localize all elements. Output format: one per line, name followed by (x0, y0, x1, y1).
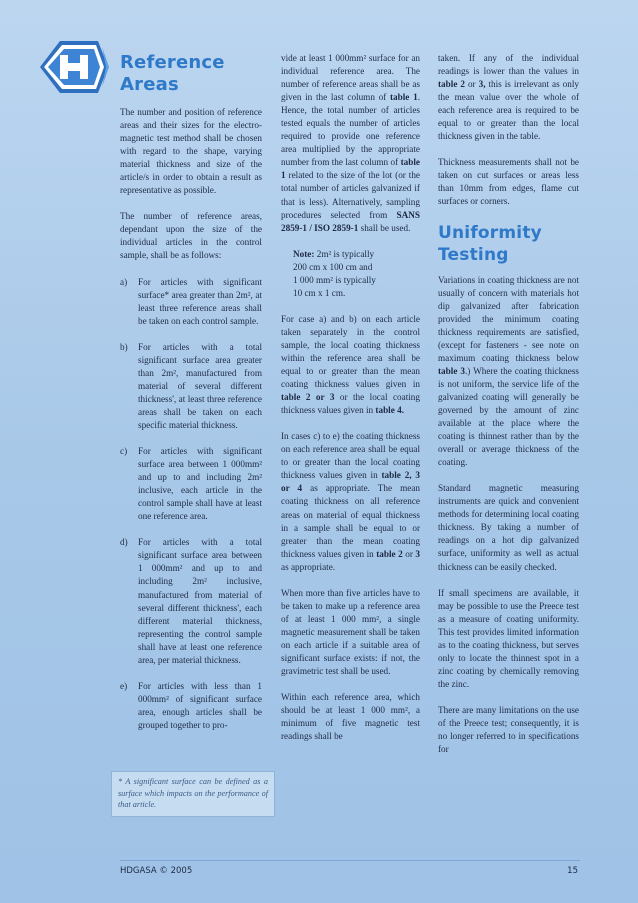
paragraph: For case a) and b) on each article taken separately in the control sample, the local coating thickness within the reference area shall be equal to or greater than the mean coating thickness values given in table 2 or 3 or the local coating thickness values given in table 4. (281, 313, 420, 416)
footer-copyright: HDGASA © 2005 (120, 866, 193, 876)
list-label: c) (120, 446, 128, 457)
paragraph: If small specimens are available, it may be possible to use the Preece test as a measure of coating uniformity. This test provides limited information as to the coating thickness, but serves only to locate the thinnest spot in a zinc coating by chemically removing the zinc. (438, 587, 579, 689)
page-number: 15 (567, 866, 578, 876)
paragraph: The number of reference areas, dependant upon the size of the individual articles in the control sample, shall be as follows: (120, 211, 262, 261)
column-3 (438, 52, 579, 769)
paragraph: vide at least 1 000mm² surface for an individual reference area. The number of reference areas shall be as given in the last column of table 1. Hence, the total number of articles tested equals the number of articles required to provide one reference area multiplied by the appropriate number from the last column of table 1 related to the size of the lot (or the total number of articles galvanized if that is less). Alternatively, sampling procedures selected from SANS 2859-1 / ISO 2859-1 shall be used. (281, 53, 420, 233)
list-text: For articles with a total significant surface area between 1 000mm² and up to and including 2m² inclusive, manufactured from material of several different thickness', each different material thickness, representing the control sample shall have at least one reference area, per material thickness. (138, 537, 262, 665)
list-text: For articles with less than 1 000mm² of significant surface area, enough articles shall be grouped together to pro- (138, 680, 262, 730)
list-label: e) (120, 680, 128, 691)
list-label: a) (120, 276, 128, 287)
paragraph: There are many limitations on the use of the Preece test; consequently, it is no longer referred to in specifications for (438, 704, 579, 755)
paragraph: The number and position of reference areas and their sizes for the electro-magnetic test method shall be chosen with regard to the shape, varying material thickness and size of the article/s in order to obtain a result as representative as possible. (120, 107, 262, 196)
list-item (120, 536, 262, 666)
column-1 (120, 52, 262, 745)
column-2 (281, 52, 420, 756)
list-label: d) (120, 537, 128, 548)
list-item (120, 680, 262, 732)
paragraph: When more than five articles have to be taken to make up a reference area of at least 1 000 mm², a single magnetic measurement shall be taken on each article if a suitable area of significant surface exists: if not, the gravimetric test shall be used. (281, 587, 420, 677)
paragraph: taken. If any of the individual readings is lower than the values in table 2 or 3, this is irrelevant as only the mean value over the whole of each reference area is required to be equal to or greater than the local thickness given in the table. (438, 53, 579, 142)
paragraph: Within each reference area, which should be at least 1 000 mm², a minimum of five magnetic test readings shall be (281, 692, 420, 742)
list-text: For articles with significant surface area between 1 000mm² and up to and including 2m² inclusive, each article in the control sample shall have at least one reference area. (138, 446, 262, 522)
list-text: For articles with significant surface* area greater than 2m², at least three reference areas shall be taken on each control sample. (138, 276, 262, 326)
note: Note: 2m² is typically 200 cm x 100 cm and 1 000 mm² is typically 10 cm x 1 cm. (293, 248, 376, 298)
footnote-box: * A significant surface can be defined as a surface which impacts on the performance of that article. (111, 771, 275, 817)
footer-divider (120, 860, 580, 861)
paragraph: Standard magnetic measuring instruments are quick and convenient methods for determining local coating thickness. By taking a number of readings on a hot dip galvanized surface, uniformity as well as actual thickness can be easily checked. (438, 483, 579, 572)
section-heading-reference-areas: Reference Areas (120, 52, 225, 95)
list-text: For articles with a total significant surface area greater than 2m², manufactured from material of several different thickness', at least three reference areas shall be taken on each specific material thickness. (138, 341, 262, 430)
paragraph: Variations in coating thickness are not usually of concern with materials hot dip galvanized after fabrication provided the minimum coating thickness requirements are satisfied, (except for fasteners - see note on maximum coating thickness below table 3.) Where the coating thickness is not uniform, the service life of the galvanized coating will generally be governed by the amount of zinc available at the place where the coating is thinnest rather than by the overall or average thickness of the coating. (438, 274, 579, 468)
list-item (120, 276, 262, 328)
paragraph: Thickness measurements shall not be taken on cut surfaces or areas less than 10mm from edges, flame cut surfaces or corners. (438, 157, 579, 207)
section-heading-uniformity-testing: Uniformity Testing (438, 222, 542, 265)
list-item (120, 341, 262, 432)
list-item (120, 445, 262, 523)
list-label: b) (120, 341, 128, 352)
paragraph: In cases c) to e) the coating thickness on each reference area shall be equal to or greater than the local coating thickness values given in table 2, 3 or 4 as appropriate. The mean coating thickness on all reference areas on material of equal thickness in a sample shall be equal to or greater than the mean coating thickness values given in table 2 or 3 as appropriate. (281, 431, 420, 572)
hdgasa-logo (38, 37, 110, 97)
